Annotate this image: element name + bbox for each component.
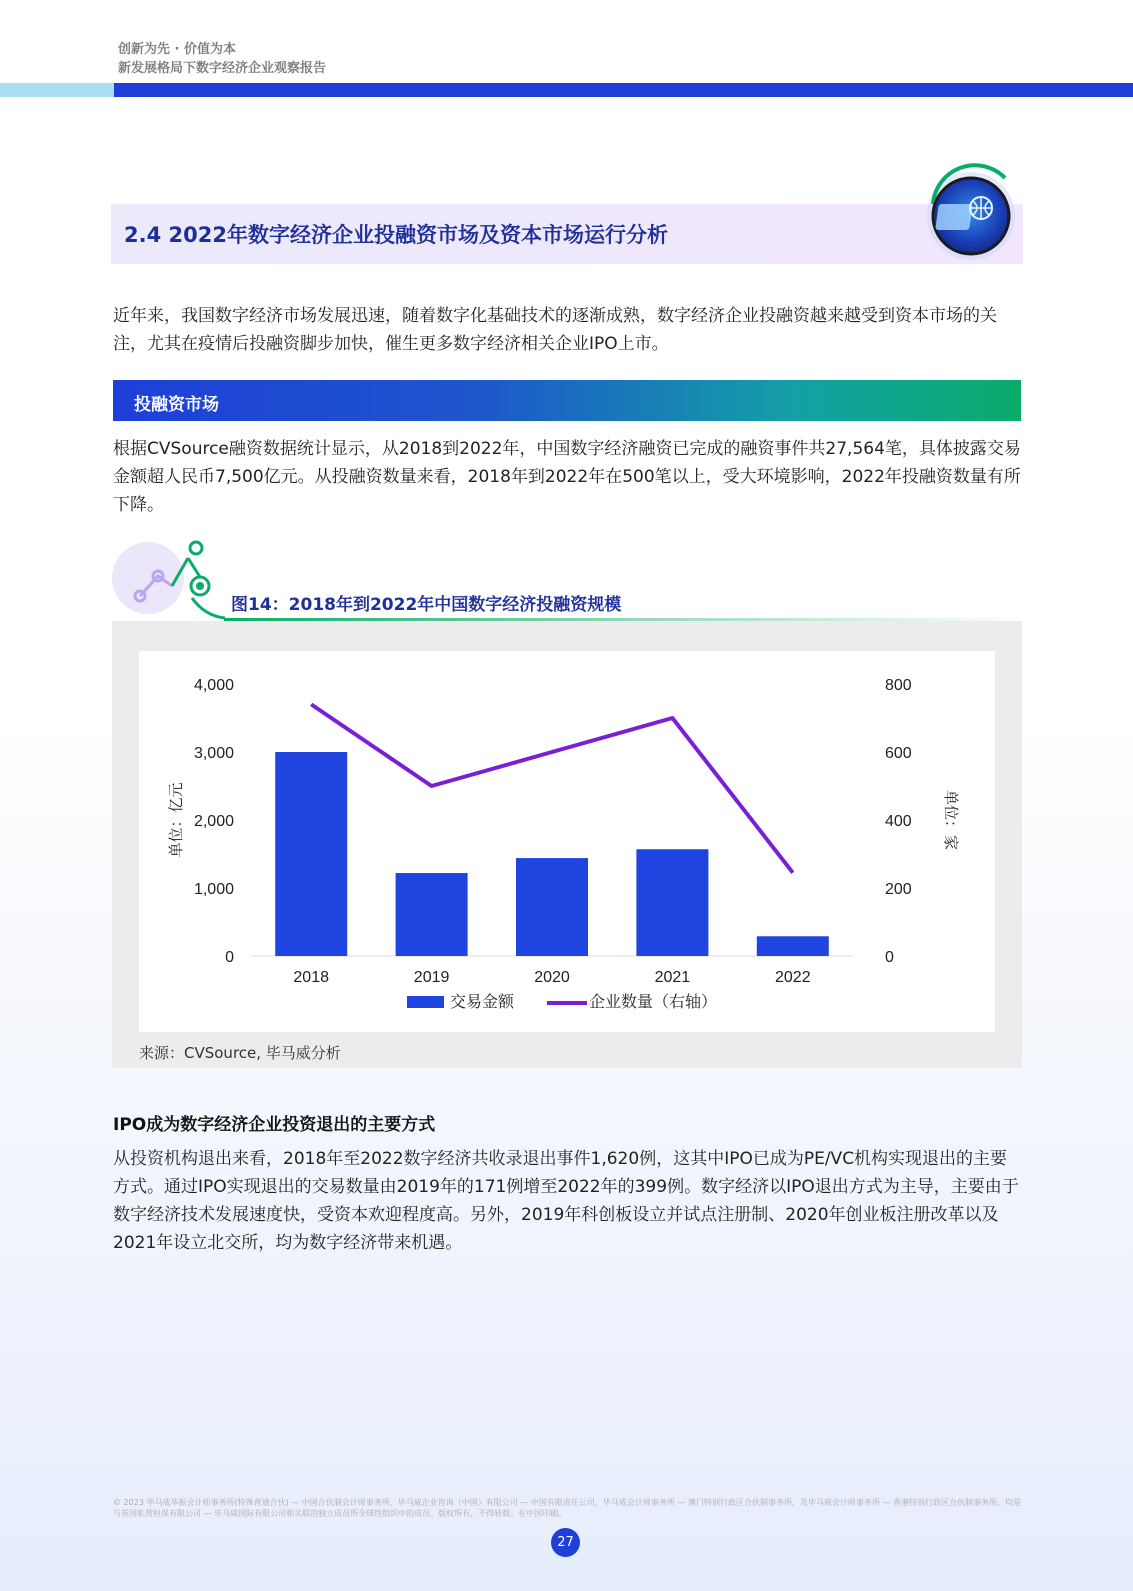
bar-2019 xyxy=(396,873,468,956)
x-tick-label: 2020 xyxy=(534,969,570,986)
y-tick-label: 4,000 xyxy=(193,677,234,694)
figure-source: 来源：CVSource, 毕马威分析 xyxy=(139,1044,341,1062)
report-header xyxy=(118,40,326,78)
subsection-title: 投融资市场 xyxy=(134,395,219,415)
y2-axis-title: 单位：家 xyxy=(942,789,959,851)
subsection-band xyxy=(113,380,1021,421)
y-axis-title: 单位：亿元 xyxy=(168,782,185,858)
financing-paragraph: 根据CVSource融资数据统计显示，从2018到2022年，中国数字经济融资已完成的融资事件共27,564笔，具体披露交易金额超人民币7,500亿元。从投融资数量来看，2018年到2022年在500笔以上，受大环境影响，2022年投融资数量有所下降。 xyxy=(113,439,1021,515)
bar-2020 xyxy=(516,858,588,956)
header-bar-accent xyxy=(0,83,114,97)
y2-tick-label: 400 xyxy=(885,813,912,830)
globe-laptop-icon xyxy=(925,160,1021,264)
ipo-paragraph: 从投资机构退出来看，2018年至2022数字经济共收录退出事件1,620例，这其中IPO已成为PE/VC机构实现退出的主要方式。通过IPO实现退出的交易数量由2019年的171例增至2022年的399例。数字经济以IPO退出方式为主导，主要由于数字经济技术发展速度快，受资本欢迎程度高。另外，2019年科创板设立并试点注册制、2020年创业板注册改革以及2021年设立北交所，均为数字经济带来机遇。 xyxy=(113,1149,1019,1253)
y-tick-label: 1,000 xyxy=(193,881,234,898)
bar-2018 xyxy=(275,752,347,956)
bar-2021 xyxy=(636,849,708,956)
header-report-title: 新发展格局下数字经济企业观察报告 xyxy=(118,61,327,76)
figure-title: 图14：2018年到2022年中国数字经济投融资规模 xyxy=(231,595,622,615)
y2-tick-label: 200 xyxy=(885,881,912,898)
x-tick-label: 2018 xyxy=(293,969,329,986)
legend-bar-label: 交易金额 xyxy=(450,994,515,1011)
header-bar xyxy=(114,83,1133,97)
y-tick-label: 2,000 xyxy=(193,813,234,830)
network-nodes-icon xyxy=(110,540,250,620)
ipo-subheading: IPO成为数字经济企业投资退出的主要方式 xyxy=(113,1115,436,1135)
financing-scale-chart xyxy=(139,651,995,1032)
intro-paragraph: 近年来，我国数字经济市场发展迅速，随着数字化基础技术的逐渐成熟，数字经济企业投融资越来越受到资本市场的关注，尤其在疫情后投融资脚步加快，催生更多数字经济相关企业IPO上市。 xyxy=(113,306,997,354)
company-count-line xyxy=(311,704,793,872)
y2-tick-label: 0 xyxy=(885,949,894,966)
y2-tick-label: 800 xyxy=(885,677,912,694)
legend-bar-swatch xyxy=(407,996,444,1008)
x-tick-label: 2022 xyxy=(775,969,811,986)
x-tick-label: 2021 xyxy=(654,969,691,986)
legend-line-label: 企业数量（右轴） xyxy=(589,994,718,1011)
y-tick-label: 0 xyxy=(225,949,234,966)
section-title: 2.4 2022年数字经济企业投融资市场及资本市场运行分析 xyxy=(124,223,668,247)
header-slogan: 创新为先 · 价值为本 xyxy=(118,42,236,57)
page-number: 27 xyxy=(551,1528,580,1557)
x-tick-label: 2019 xyxy=(413,969,450,986)
copyright-footer: © 2023 毕马威华振会计师事务所(特殊普通合伙) — 中国合伙制会计师事务所，毕马威企业咨询（中国）有限公司 — 中国有限责任公司，毕马威会计师事务所 — 澳门特别行政区合伙制事务所，及毕马威会计师事务所 — 香港特别行政区合伙制事务所，均是与英国私营担保有限公司 — 毕马威国际有限公司相关联的独立成员所全球性组织中的成员。版权所有，不得转载。在中国印刷。 xyxy=(113,1498,1022,1518)
y-tick-label: 3,000 xyxy=(193,745,234,762)
y2-tick-label: 600 xyxy=(885,745,912,762)
bar-2022 xyxy=(757,936,829,956)
